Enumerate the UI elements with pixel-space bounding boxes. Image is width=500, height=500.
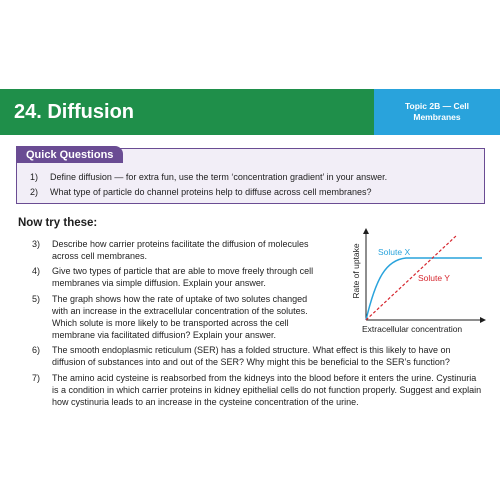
topic-label: Topic 2B — Cell Membranes bbox=[374, 89, 500, 135]
page-title: 24. Diffusion bbox=[0, 89, 374, 135]
graph-plot bbox=[346, 228, 486, 338]
y-axis-arrow bbox=[363, 228, 369, 234]
question-7 bbox=[32, 372, 482, 408]
question-4 bbox=[32, 265, 317, 289]
graph-x-label: Extracellular concentration bbox=[362, 324, 463, 334]
question-text: The graph shows how the rate of uptake of two solutes changed with an increase in the extracellular concentration of the solutes. Which solute is more likely to be transported across the cell membrane via facilitated diffusion? Explain your answer. bbox=[52, 294, 308, 340]
question-3 bbox=[32, 238, 317, 262]
question-text: The amino acid cysteine is reabsorbed from the kidneys into the blood before it enters the urine. Cystinuria is a condition in which carrier proteins in kidney epithelial cells do not function properly. Suggest and explain how cystinuria leads to an increase in the cysteine concentration of the urine. bbox=[52, 373, 482, 407]
x-axis-arrow bbox=[480, 317, 486, 323]
graph-y-label: Rate of uptake bbox=[351, 243, 361, 299]
question-number: 6) bbox=[32, 345, 41, 355]
question-number: 7) bbox=[32, 373, 41, 383]
question-text: Describe how carrier proteins facilitate the diffusion of molecules across cell membranes. bbox=[52, 239, 309, 261]
question-1 bbox=[30, 171, 480, 183]
question-text: What type of particle do channel proteins help to diffuse across cell membranes? bbox=[50, 187, 372, 197]
topic-banner bbox=[0, 89, 500, 135]
question-6 bbox=[32, 344, 482, 368]
question-text: The smooth endoplasmic reticulum (SER) has a folded structure. What effect is this likely to have on diffusion of substances into and out of the SER? Why might this be beneficial to the SER’s function? bbox=[52, 345, 451, 367]
question-number: 1) bbox=[30, 172, 39, 182]
now-try-heading: Now try these: bbox=[18, 217, 98, 229]
uptake-graph bbox=[346, 228, 486, 338]
question-2 bbox=[30, 186, 480, 198]
question-number: 4) bbox=[32, 266, 41, 276]
question-number: 5) bbox=[32, 294, 41, 304]
solute-y-label: Solute Y bbox=[418, 273, 450, 283]
question-number: 2) bbox=[30, 187, 39, 197]
question-text: Give two types of particle that are able to move freely through cell membranes via simple diffusion. Explain your answer. bbox=[52, 266, 314, 288]
question-text: Define diffusion — for extra fun, use the term ‘concentration gradient’ in your answer. bbox=[50, 172, 388, 182]
question-5 bbox=[32, 293, 317, 341]
quick-questions-heading: Quick Questions bbox=[16, 146, 123, 163]
question-number: 3) bbox=[32, 239, 41, 249]
solute-x-curve bbox=[366, 258, 482, 320]
solute-x-label: Solute X bbox=[378, 247, 411, 257]
